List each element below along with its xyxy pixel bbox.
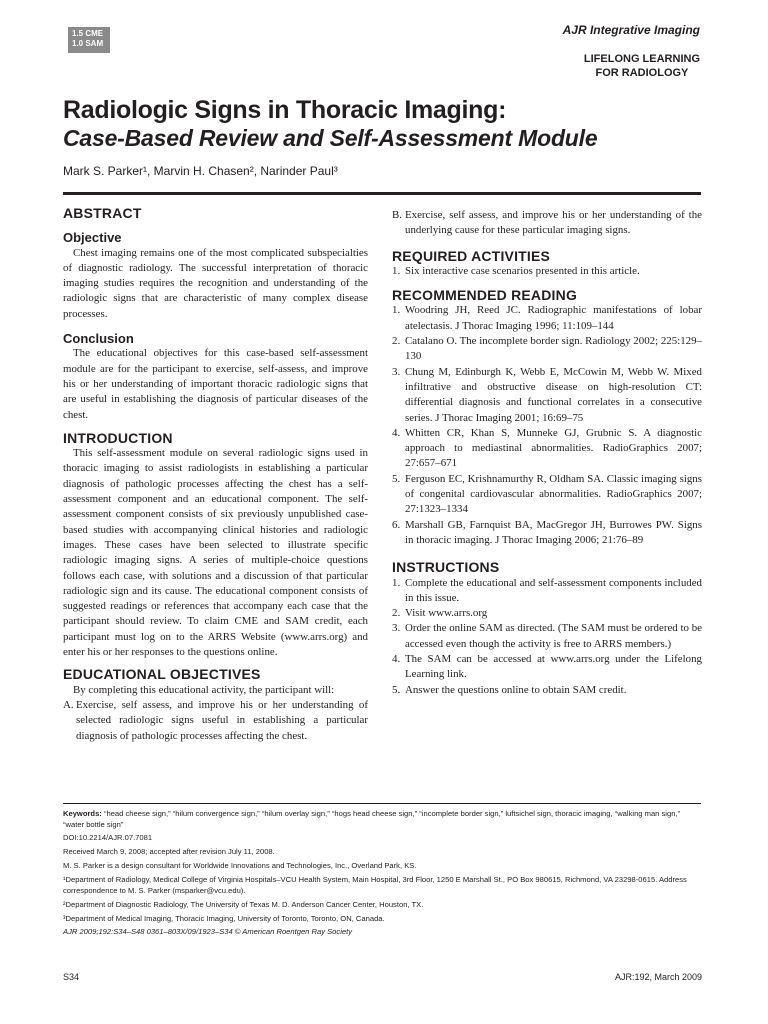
author-list: Mark S. Parker¹, Marvin H. Chasen², Narinder Paul³: [63, 164, 338, 178]
list-item-text: Complete the educational and self-assessment components included in this issue.: [405, 576, 702, 604]
footnotes: [63, 809, 703, 941]
list-item: [392, 621, 702, 652]
list-item-text: Catalano O. The incomplete border sign. Radiology 2002; 225:129–130: [405, 335, 702, 363]
list-item-text: Order the online SAM as directed. (The SAM must be ordered to be accessed even though the activity is free to ARRS members.): [405, 622, 702, 650]
journal-issue: AJR:192, March 2009: [614, 972, 702, 982]
section-label-line1: LIFELONG LEARNING: [583, 53, 700, 65]
header-divider: [63, 192, 701, 195]
article-subtitle: Case-Based Review and Self-Assessment Module: [63, 125, 598, 151]
list-item-number: 4.: [392, 653, 401, 666]
introduction-text: This self-assessment module on several radiologic signs used in thoracic imaging to assist radiologists in establishing a particular diagnosis of pathologic processes affecting the chest has a self-assessment component and an educational component. The self-assessment component consists of six previously unpublished case-based studies with accompanying clinical histories and radiologic images. These cases have been selected to illustrate specific radiologic imaging signs. A series of multiple-choice questions follows each case, with solutions and a discussion of that particular radiologic sign and its cause. The educational component consists of suggested readings or references that accompany each case that the participant should review. To claim CME and SAM credit, each participant must log on to the ARRS Website (www.arrs.org) and enter his or her responses to the questions online.: [63, 447, 368, 659]
article-title: Radiologic Signs in Thoracic Imaging:: [63, 96, 507, 124]
affiliation-2: ²Department of Diagnostic Radiology, The University of Texas M. D. Anderson Cancer Center, Houston, TX.: [63, 899, 424, 909]
list-item-text: Exercise, self assess, and improve his or her understanding of the underlying cause for these particular imaging signs.: [405, 209, 702, 237]
list-item-number: B.: [392, 209, 402, 221]
keywords-label: Keywords:: [63, 809, 102, 818]
list-item-text: Answer the questions online to obtain SAM credit.: [405, 683, 627, 696]
keywords: [63, 809, 703, 830]
list-item: [63, 698, 368, 744]
educational-objectives-heading: EDUCATIONAL OBJECTIVES: [63, 666, 261, 683]
educational-objectives-intro: By completing this educational activity, the participant will:: [73, 683, 335, 696]
list-item: [392, 264, 702, 279]
list-item: [392, 472, 702, 518]
right-column: [392, 208, 702, 698]
list-item: [392, 303, 702, 334]
recommended-reading-list: [392, 303, 702, 548]
recommended-reading-heading: RECOMMENDED READING: [392, 287, 578, 304]
list-item: [392, 518, 702, 549]
list-item-number: A.: [63, 698, 74, 711]
list-item: [392, 334, 702, 365]
keywords-text: “head cheese sign,” “hilum convergence sign,” “hilum overlay sign,” “hogs head cheese sign,” “incomplete border sign,” luftsichel sign, thoracic imaging, “walking man sign,” “water bottle sign”: [63, 809, 681, 829]
list-item-number: 5.: [392, 472, 401, 485]
objective-heading: Objective: [63, 230, 122, 246]
journal-name: AJR Integrative Imaging: [562, 23, 700, 37]
list-item: [392, 683, 702, 698]
page-number: S34: [63, 972, 80, 982]
received-date: Received March 9, 2008; accepted after revision July 11, 2008.: [63, 847, 275, 857]
disclosure: M. S. Parker is a design consultant for Worldwide Innovations and Technologies, Inc., Overland Park, KS.: [63, 861, 417, 871]
instructions-heading: INSTRUCTIONS: [392, 559, 500, 576]
left-column: [63, 206, 368, 744]
list-item-number: 1.: [392, 304, 401, 317]
objective-list-b: [392, 208, 702, 239]
list-item-number: 1.: [392, 576, 401, 589]
list-item-text: Exercise, self assess, and improve his or her understanding of selected radiologic signs useful in establishing a particular diagnosis of pathologic processes affecting the chest.: [76, 698, 368, 742]
badge-cme: 1.5 CME: [72, 29, 104, 38]
list-item-number: 5.: [392, 683, 401, 696]
list-item: [392, 426, 702, 472]
list-item-text: Visit www.arrs.org: [405, 607, 488, 620]
list-item-number: 6.: [392, 518, 401, 531]
section-label: [584, 52, 700, 80]
abstract-heading: ABSTRACT: [63, 205, 142, 221]
list-item-number: 3.: [392, 622, 401, 635]
list-item: [392, 365, 702, 426]
affiliation-1: ¹Department of Radiology, Medical College of Virginia Hospitals–VCU Health System, Main Hospital, 3rd Floor, 1250 E Marshall St., PO Box 980615, Richmond, VA 23298-0615. Address correspondence to M. S. Parker (msparker@vcu.edu).: [63, 875, 687, 895]
objective-list-a: [63, 698, 368, 744]
conclusion-heading: Conclusion: [63, 331, 134, 347]
citation: AJR 2009;192:S34–S48 0361–803X/09/1923–S34 © American Roentgen Ray Society: [63, 927, 353, 937]
list-item-number: 1.: [392, 264, 401, 277]
objective-text: Chest imaging remains one of the most complicated subspecialties of diagnostic radiology. The successful interpretation of thoracic imaging studies requires the recognition and understanding of the radiologic signs that are characteristic of many complex disease processes.: [63, 246, 368, 320]
introduction-heading: INTRODUCTION: [63, 429, 173, 446]
list-item: [392, 652, 702, 683]
section-label-line2: FOR RADIOLOGY: [595, 67, 689, 79]
list-item: [392, 606, 702, 621]
list-item-text: Ferguson EC, Krishnamurthy R, Oldham SA. Classic imaging signs of congenital cardiovascular abnormalities. RadioGraphics 2007; 27:1323–1334: [405, 472, 702, 516]
list-item: [392, 576, 702, 607]
instructions-list: [392, 576, 702, 698]
list-item-text: Marshall GB, Farnquist BA, MacGregor JH, Burrowes PW. Signs in thoracic imaging. J Thorac Imaging 2006; 21:76–89: [405, 518, 702, 546]
conclusion-text: The educational objectives for this case-based self-assessment module are for the participant to exercise, self-assess, and improve his or her understanding of important thoracic radiologic signs that are useful in establishing the diagnosis of particular diseases of the chest.: [63, 347, 368, 421]
list-item-text: Whitten CR, Khan S, Munneke GJ, Grubnic S. A diagnostic approach to mediastinal abnormalities. RadioGraphics 2007; 27:657–671: [405, 426, 702, 470]
doi: DOI:10.2214/AJR.07.7081: [63, 833, 153, 843]
badge-sam: 1.0 SAM: [72, 39, 104, 48]
list-item-text: Woodring JH, Reed JC. Radiographic manifestations of lobar atelectasis. J Thorac Imaging 1996; 11:109–144: [405, 304, 702, 332]
list-item-number: 2.: [392, 607, 401, 620]
list-item-text: Six interactive case scenarios presented in this article.: [405, 264, 640, 277]
list-item-number: 2.: [392, 335, 401, 348]
affiliation-3: ³Department of Medical Imaging, Thoracic Imaging, University of Toronto, Toronto, ON, Canada.: [63, 913, 385, 923]
list-item-number: 3.: [392, 365, 401, 378]
required-activities-heading: REQUIRED ACTIVITIES: [392, 247, 551, 264]
required-activities-list: [392, 264, 702, 279]
cme-sam-badge: [68, 27, 110, 53]
footnote-divider: [63, 803, 701, 804]
list-item-text: The SAM can be accessed at www.arrs.org under the Lifelong Learning link.: [405, 653, 702, 681]
list-item: [392, 208, 702, 239]
list-item-text: Chung M, Edinburgh K, Webb E, McCowin M, Webb W. Mixed infiltrative and obstructive disease on high-resolution CT: differential diagnosis and functional correlates in a consecutive series. J Thorac Imaging 2001; 16:69–75: [405, 365, 702, 424]
list-item-number: 4.: [392, 426, 401, 439]
